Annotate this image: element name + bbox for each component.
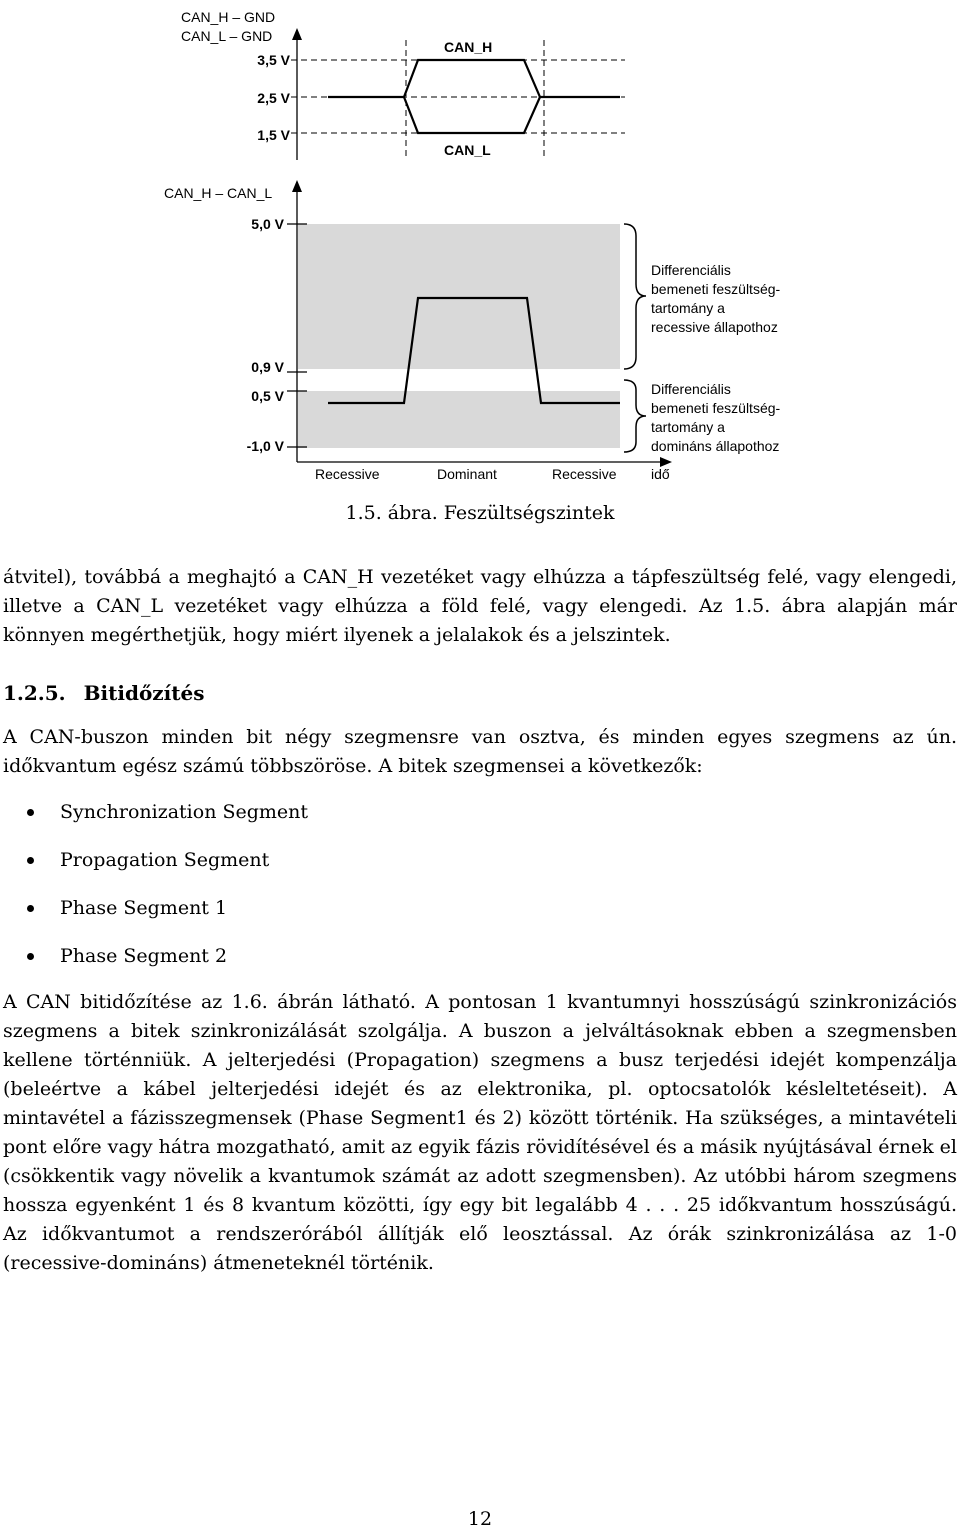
- bullet-icon: [27, 905, 34, 912]
- list-item: Phase Segment 2: [27, 942, 308, 990]
- recessive-range-shade: [298, 224, 620, 369]
- section-title: Bitidőzítés: [83, 681, 205, 705]
- canl-label: CAN_L: [444, 142, 491, 158]
- section-heading: [3, 679, 204, 708]
- recessive-range-line-4: recessive állapothoz: [651, 319, 778, 335]
- bullet-icon: [27, 857, 34, 864]
- canh-waveform: [328, 60, 620, 97]
- upper-axis-title-2: CAN_L – GND: [181, 28, 273, 44]
- recessive-range-line-1: Differenciális: [651, 262, 731, 278]
- dominant-range-line-2: bemeneti feszültség-: [651, 400, 781, 416]
- x-dominant-label: Dominant: [437, 466, 497, 482]
- section-number: 1.2.5.: [3, 681, 66, 705]
- dominant-range-line-4: domináns állapothoz: [651, 438, 780, 454]
- voltage-levels-diagram: [0, 0, 960, 500]
- v-05-label: 0,5 V: [251, 388, 284, 404]
- lower-y-axis-arrow-icon: [292, 180, 302, 192]
- paragraph-2: A CAN-buszon minden bit négy szegmensre van osztva, és minden egyes szegmens az ún. időkvantum egész számú többszöröse. A bitek szegmensei a következők:: [3, 726, 957, 777]
- v-50-label: 5,0 V: [251, 216, 284, 232]
- dominant-range-shade: [298, 391, 620, 448]
- x-recessive-label-1: Recessive: [315, 466, 380, 482]
- list-item: Propagation Segment: [27, 846, 308, 894]
- canh-label: CAN_H: [444, 39, 493, 55]
- bullet-icon: [27, 953, 34, 960]
- recessive-range-line-3: tartomány a: [651, 300, 725, 316]
- list-item: Phase Segment 1: [27, 894, 308, 942]
- upper-axis-title-1: CAN_H – GND: [181, 9, 276, 25]
- canl-waveform: [404, 97, 540, 133]
- v-25-label: 2,5 V: [257, 90, 290, 106]
- dominant-range-line-3: tartomány a: [651, 419, 725, 435]
- x-axis-label: idő: [651, 466, 670, 482]
- recessive-range-line-2: bemeneti feszültség-: [651, 281, 781, 297]
- list-item: Synchronization Segment: [27, 798, 308, 846]
- bullet-icon: [27, 809, 34, 816]
- paragraph-3: A CAN bitidőzítése az 1.6. ábrán látható. A pontosan 1 kvantumnyi hosszúságú szinkronizációs szegmens a bitek szinkronizálását szolgálja. A buszon a jelváltásoknak ebben a szegmensben kellene történniük. A jelterjedési (Propagation) szegmens a busz terjedési idejét kompenzálja (beleértve a kábel jelterjedési idejét és az elektronika, pl. optocsatolók késleltetéseit). A mintavétel a fázisszegmensek (Phase Segment1 és 2) között történik. Ha szükséges, a mintavételi pont előre vagy hátra mozgatható, amit az egyik fázis rövidítésével és a másik nyújtásával érnek el (csökkentik vagy növelik a kvantumok számát az adott szegmensben). Az utóbbi három szegmens hossza egyenként 1 és 8 kvantum közötti, így egy bit legalább 4 . . . 25 időkvantum hosszúságú. Az időkvantumot a rendszerórából állítják elő leosztással. Az órák szinkronizálása az 1-0 (recessive-domináns) átmeneteknél történik.: [3, 991, 957, 1274]
- segment-list: [27, 798, 308, 990]
- v-35-label: 3,5 V: [257, 52, 290, 68]
- recessive-range-brace: [624, 224, 646, 369]
- dominant-range-brace: [624, 380, 646, 452]
- x-recessive-label-2: Recessive: [552, 466, 617, 482]
- figure-caption: 1.5. ábra. Feszültségszintek: [345, 502, 615, 524]
- dominant-range-line-1: Differenciális: [651, 381, 731, 397]
- upper-y-axis-arrow-icon: [292, 28, 302, 40]
- v-09-label: 0,9 V: [251, 359, 284, 375]
- lower-axis-title: CAN_H – CAN_L: [164, 185, 273, 201]
- paragraph-1: átvitel), továbbá a meghajtó a CAN_H vezetéket vagy elhúzza a tápfeszültség felé, vagy elengedi, illetve a CAN_L vezetéket vagy elhúzza a föld felé, vagy elengedi. Az 1.5. ábra alapján már könnyen megérthetjük, hogy miért ilyenek a jelalakok és a jelszintek.: [3, 566, 957, 646]
- page-number: 12: [467, 1508, 493, 1530]
- v-15-label: 1,5 V: [257, 127, 290, 143]
- v-m10-label: -1,0 V: [246, 438, 284, 454]
